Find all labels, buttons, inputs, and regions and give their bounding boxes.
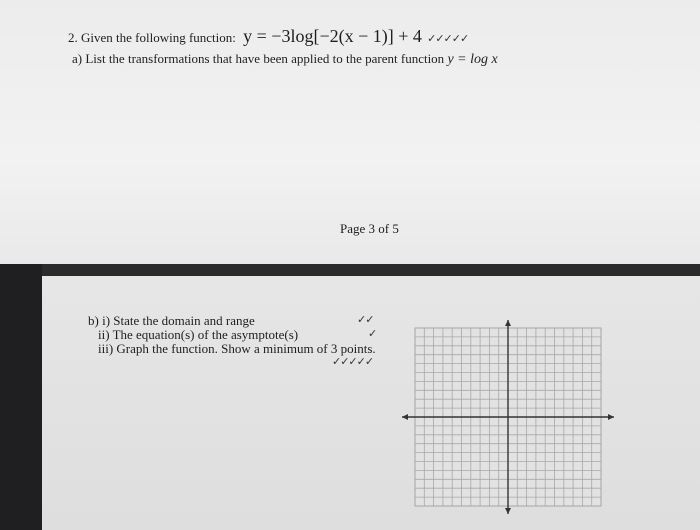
x-axis-arrow-left <box>402 414 408 420</box>
function-equation: y = −3log[−2(x − 1)] + 4 <box>243 26 422 46</box>
part-a-text: a) List the transformations that have been applied to the parent function <box>72 51 445 66</box>
parent-function: y = log x <box>447 52 498 67</box>
page-number: Page 3 of 5 <box>340 221 399 236</box>
question-checkmarks: ✓✓✓✓✓ <box>427 33 469 45</box>
part-b-line-3: iii) Graph the function. Show a minimum of 3 points. <box>98 341 376 356</box>
x-axis-arrow-right <box>608 414 614 420</box>
part-b <box>88 314 376 356</box>
question-label: 2. Given the following function: <box>68 30 236 45</box>
coordinate-grid <box>400 318 620 516</box>
part-a <box>72 51 498 68</box>
desk-edge <box>0 264 42 530</box>
checkmark-3: ✓✓✓✓✓ <box>332 356 374 368</box>
y-axis-arrow-down <box>505 508 511 514</box>
part-b-line-2: ii) The equation(s) of the asymptote(s) <box>98 327 299 342</box>
checkmark-2: ✓ <box>368 328 377 340</box>
y-axis-arrow-up <box>505 320 511 326</box>
part-b-line-1: b) i) State the domain and range <box>88 313 255 328</box>
question-header <box>68 26 468 47</box>
graph-grid <box>400 318 620 521</box>
checkmark-1: ✓✓ <box>357 314 374 326</box>
